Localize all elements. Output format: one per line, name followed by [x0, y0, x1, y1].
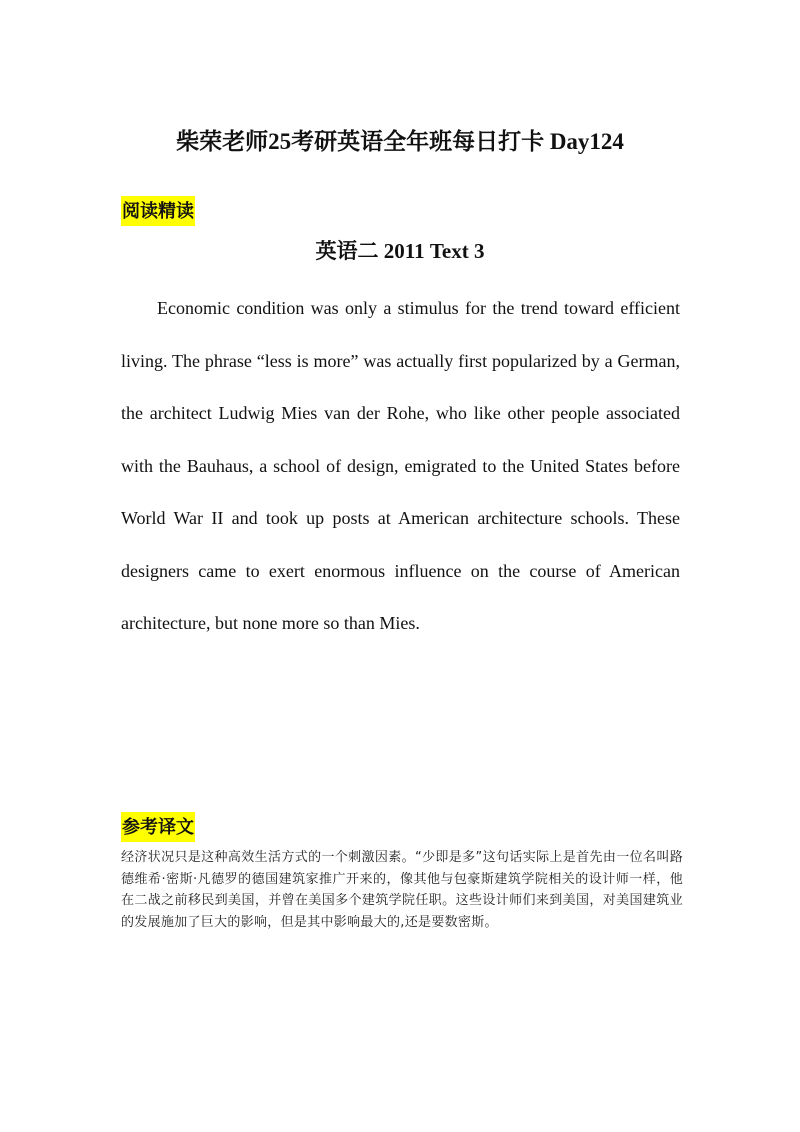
document-title: 柴荣老师25考研英语全年班每日打卡 Day124	[176, 129, 624, 154]
text-heading: 英语二 2011 Text 3	[315, 239, 485, 263]
english-passage: Economic condition was only a stimulus for the trend toward efficient living. The phrase “less is more” was actually first popularized by a German, the architect Ludwig Mies van der Rohe, who like other people associated with the Bauhaus, a school of design, emigrated to the United States before World War II and took up posts at American architecture schools. These designers came to exert enormous influence on the course of American architecture, but none more so than Mies.	[121, 298, 680, 633]
translation-section-label: 参考译文	[121, 812, 195, 842]
chinese-translation-passage: 经济状况只是这种高效生活方式的一个刺激因素。“少即是多”这句话实际上是首先由一位名叫路德维希·密斯·凡德罗的德国建筑家推广开来的，像其他与包豪斯建筑学院相关的设计师一样，他在二战之前移民到美国，并曾在美国多个建筑学院任职。这些设计师们来到美国，对美国建筑业的发展施加了巨大的影响，但是其中影响最大的,还是要数密斯。	[121, 850, 683, 930]
reading-section-label: 阅读精读	[121, 196, 195, 226]
